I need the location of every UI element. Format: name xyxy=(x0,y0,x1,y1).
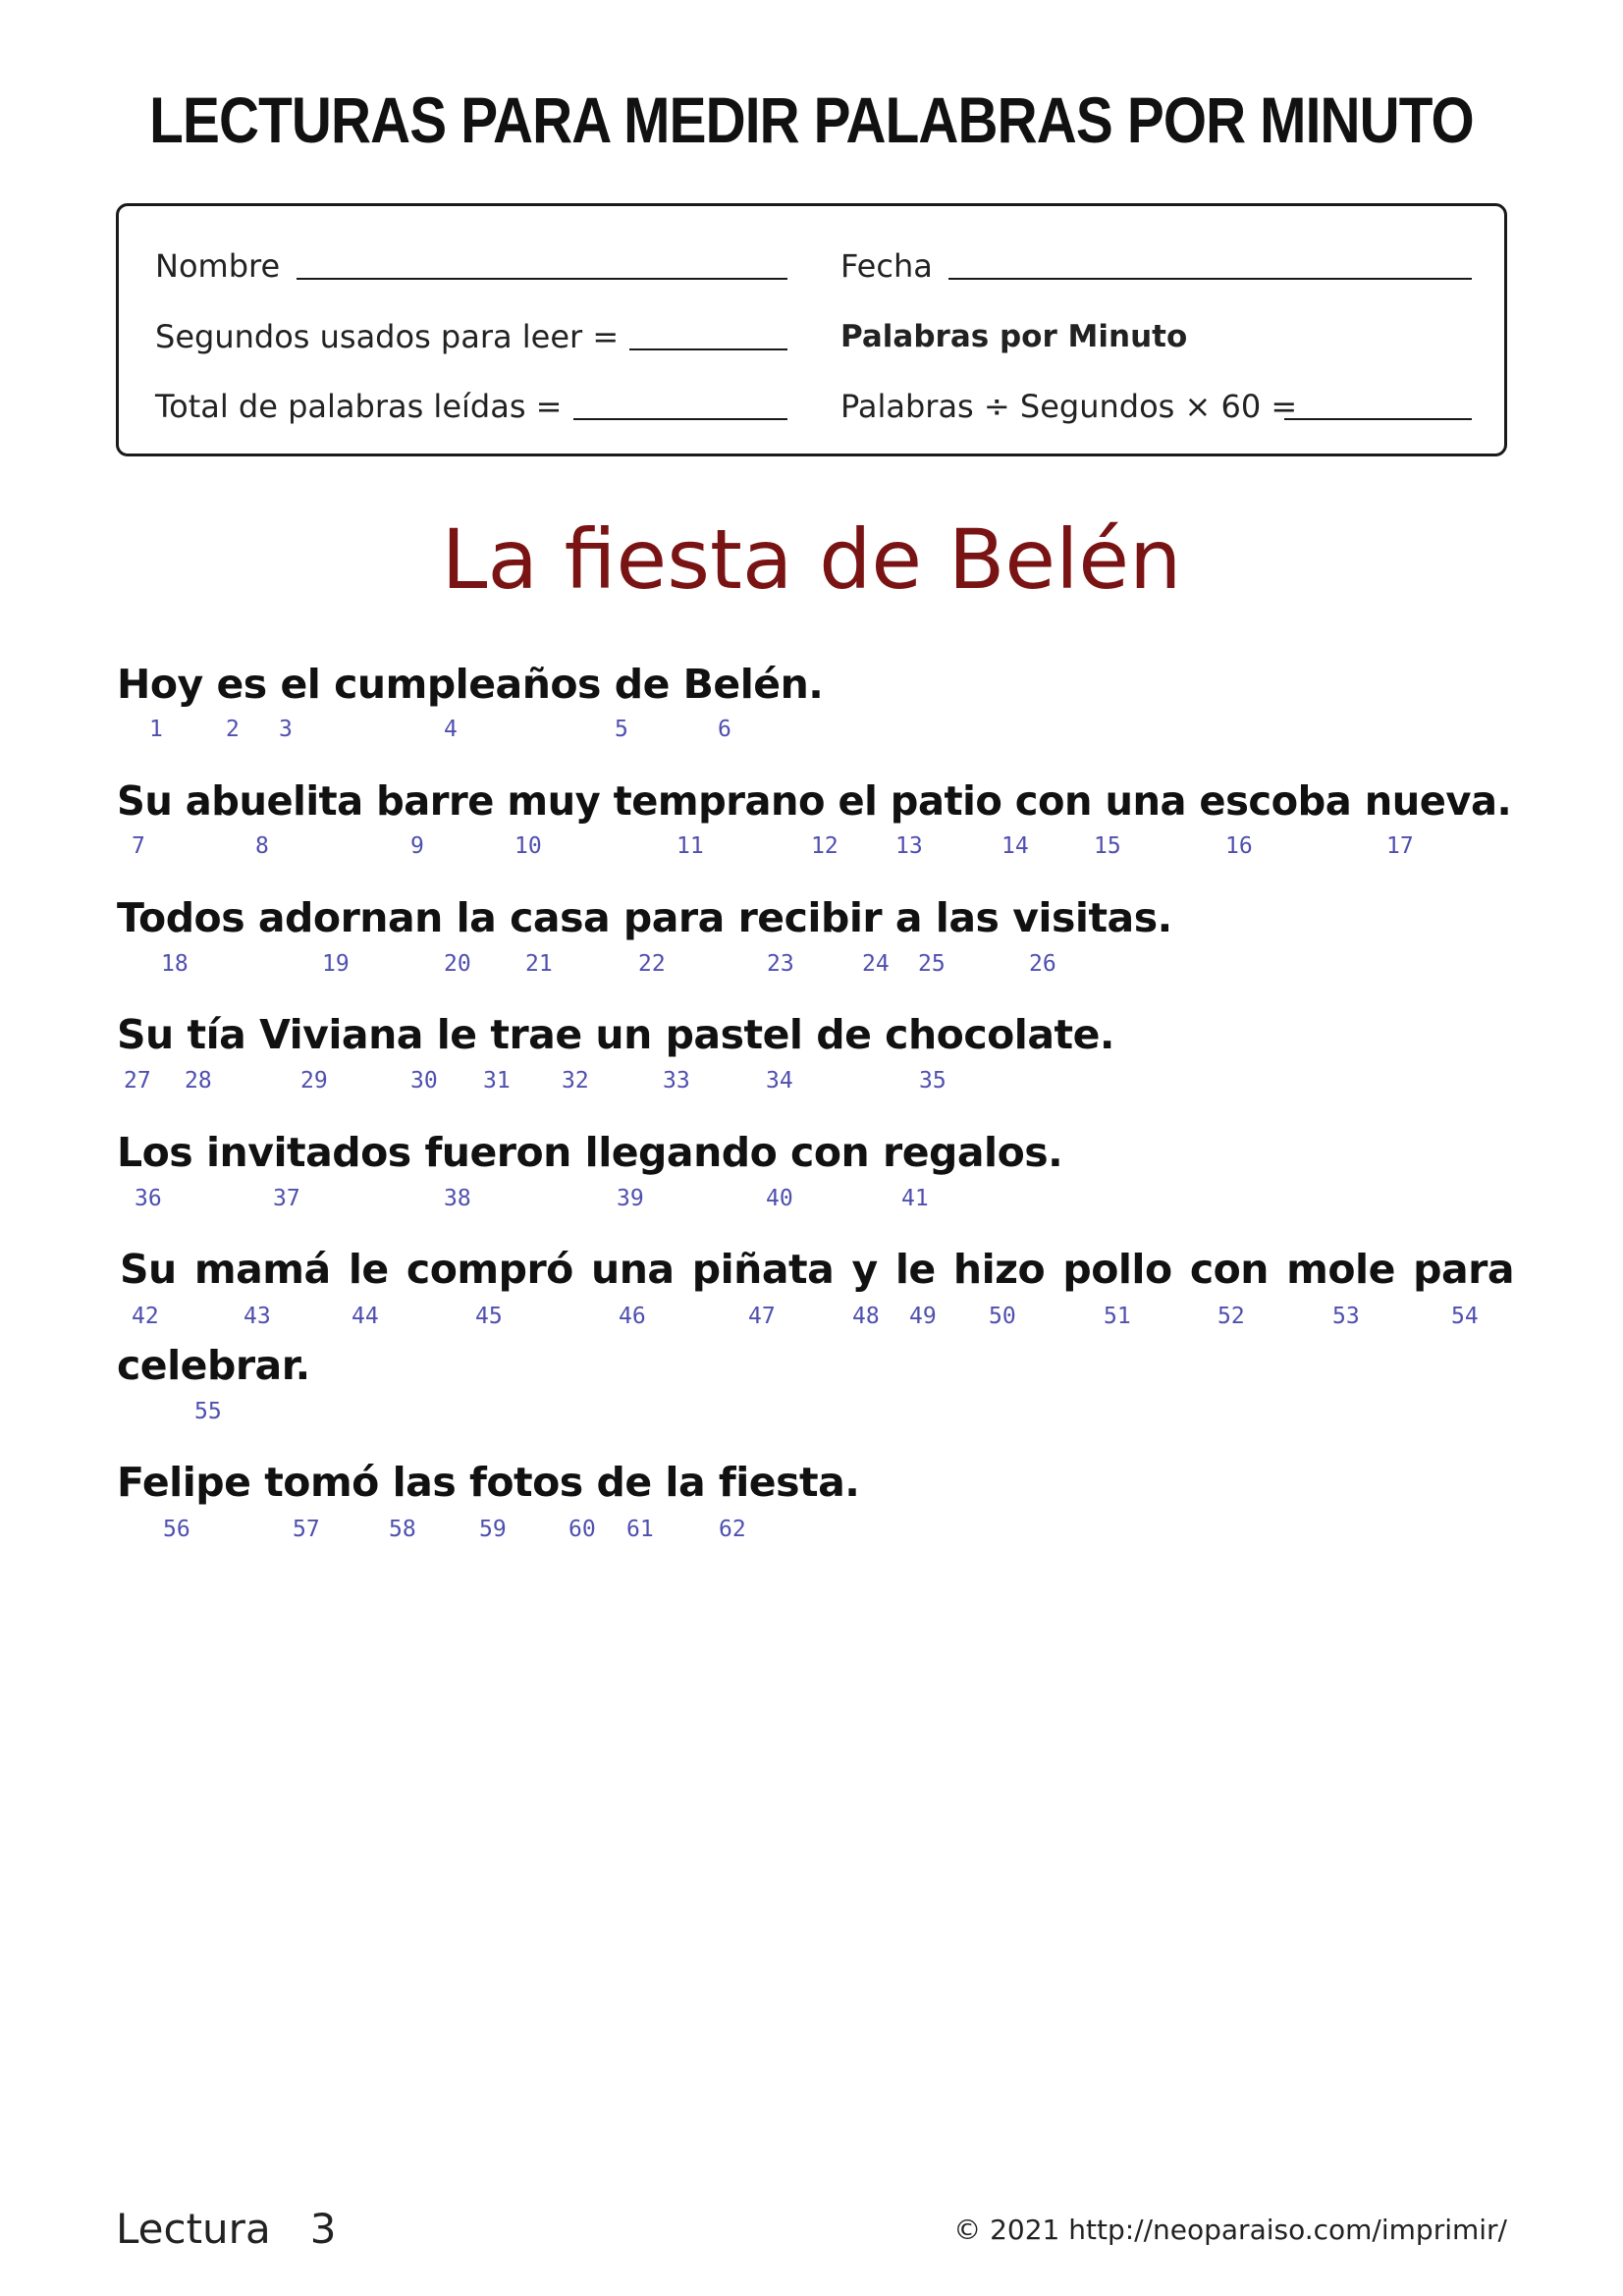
word-number: 54 xyxy=(1451,1304,1479,1329)
word-number: 52 xyxy=(1217,1304,1245,1329)
wpm-heading: Palabras por Minuto xyxy=(840,319,1188,354)
seconds-label: Segundos usados para leer = xyxy=(155,318,620,355)
word-number: 50 xyxy=(989,1304,1016,1329)
word-number: 9 xyxy=(410,833,424,859)
word-number: 28 xyxy=(185,1068,212,1094)
word-number: 57 xyxy=(293,1517,320,1542)
word-number: 8 xyxy=(255,833,269,859)
sentence: celebrar. xyxy=(117,1342,310,1389)
word-number: 22 xyxy=(638,951,666,977)
wpm-result-field[interactable] xyxy=(1284,418,1472,420)
word-number: 51 xyxy=(1104,1304,1131,1329)
word-number: 34 xyxy=(766,1068,793,1094)
word-number: 35 xyxy=(919,1068,947,1094)
word-number: 25 xyxy=(918,951,946,977)
word-number: 61 xyxy=(626,1517,654,1542)
sentence: Todos adornan la casa para recibir a las visitas. xyxy=(117,894,1172,941)
word-number: 59 xyxy=(479,1517,507,1542)
word-number: 3 xyxy=(279,717,293,742)
word-number: 26 xyxy=(1029,951,1056,977)
word-number: 36 xyxy=(135,1186,162,1211)
word-number: 42 xyxy=(132,1304,159,1329)
word-number: 27 xyxy=(124,1068,151,1094)
word-number: 21 xyxy=(525,951,553,977)
word-number: 23 xyxy=(767,951,794,977)
word-number: 37 xyxy=(273,1186,300,1211)
word-number: 6 xyxy=(718,717,731,742)
story-title: La fiesta de Belén xyxy=(441,511,1182,608)
word-number: 32 xyxy=(562,1068,589,1094)
word-number: 31 xyxy=(483,1068,511,1094)
word-number: 4 xyxy=(444,717,458,742)
word-number: 15 xyxy=(1094,833,1121,859)
total-words-label: Total de palabras leídas = xyxy=(155,388,563,425)
word-number: 29 xyxy=(300,1068,328,1094)
word-number: 19 xyxy=(322,951,350,977)
date-field[interactable] xyxy=(948,278,1472,280)
word-number: 13 xyxy=(895,833,923,859)
word-number: 24 xyxy=(862,951,890,977)
page-title: LECTURAS PARA MEDIR PALABRAS POR MINUTO xyxy=(149,83,1474,156)
word-number: 60 xyxy=(568,1517,596,1542)
word-number: 49 xyxy=(909,1304,937,1329)
word-number: 47 xyxy=(748,1304,776,1329)
word-number: 1 xyxy=(149,717,163,742)
word-number: 48 xyxy=(852,1304,880,1329)
name-field[interactable] xyxy=(297,278,787,280)
name-label: Nombre xyxy=(155,247,281,285)
word-number: 58 xyxy=(389,1517,416,1542)
word-number: 12 xyxy=(811,833,839,859)
word-number: 55 xyxy=(194,1399,222,1424)
sentence: Su mamá le compró una piñata y le hizo pollo con mole para xyxy=(120,1246,1514,1293)
seconds-field[interactable] xyxy=(629,348,787,350)
word-number: 44 xyxy=(352,1304,379,1329)
word-number: 33 xyxy=(663,1068,690,1094)
sentence: Su tía Viviana le trae un pastel de chocolate. xyxy=(117,1011,1114,1058)
word-number: 43 xyxy=(243,1304,271,1329)
word-number: 45 xyxy=(475,1304,503,1329)
sentence: Hoy es el cumpleaños de Belén. xyxy=(117,661,824,708)
word-number: 39 xyxy=(617,1186,644,1211)
word-number: 30 xyxy=(410,1068,438,1094)
word-number: 11 xyxy=(676,833,704,859)
formula-label: Palabras ÷ Segundos × 60 = xyxy=(840,388,1298,425)
word-number: 20 xyxy=(444,951,471,977)
reading-number: Lectura 3 xyxy=(116,2205,337,2253)
total-words-field[interactable] xyxy=(573,418,787,420)
sentence: Su abuelita barre muy temprano el patio con una escoba nueva. xyxy=(117,777,1512,825)
copyright-link[interactable]: © 2021 http://neoparaiso.com/imprimir/ xyxy=(953,2214,1507,2246)
word-number: 18 xyxy=(161,951,189,977)
word-number: 53 xyxy=(1332,1304,1360,1329)
word-number: 14 xyxy=(1001,833,1029,859)
word-number: 7 xyxy=(132,833,145,859)
sentence: Felipe tomó las fotos de la fiesta. xyxy=(117,1459,860,1506)
word-number: 38 xyxy=(444,1186,471,1211)
date-label: Fecha xyxy=(840,247,933,285)
word-number: 62 xyxy=(719,1517,746,1542)
word-number: 5 xyxy=(615,717,628,742)
word-number: 17 xyxy=(1386,833,1414,859)
word-number: 2 xyxy=(226,717,240,742)
word-number: 41 xyxy=(901,1186,929,1211)
word-number: 10 xyxy=(514,833,542,859)
word-number: 16 xyxy=(1225,833,1253,859)
word-number: 46 xyxy=(619,1304,646,1329)
sentence: Los invitados fueron llegando con regalos. xyxy=(117,1129,1063,1176)
word-number: 56 xyxy=(163,1517,190,1542)
word-number: 40 xyxy=(766,1186,793,1211)
